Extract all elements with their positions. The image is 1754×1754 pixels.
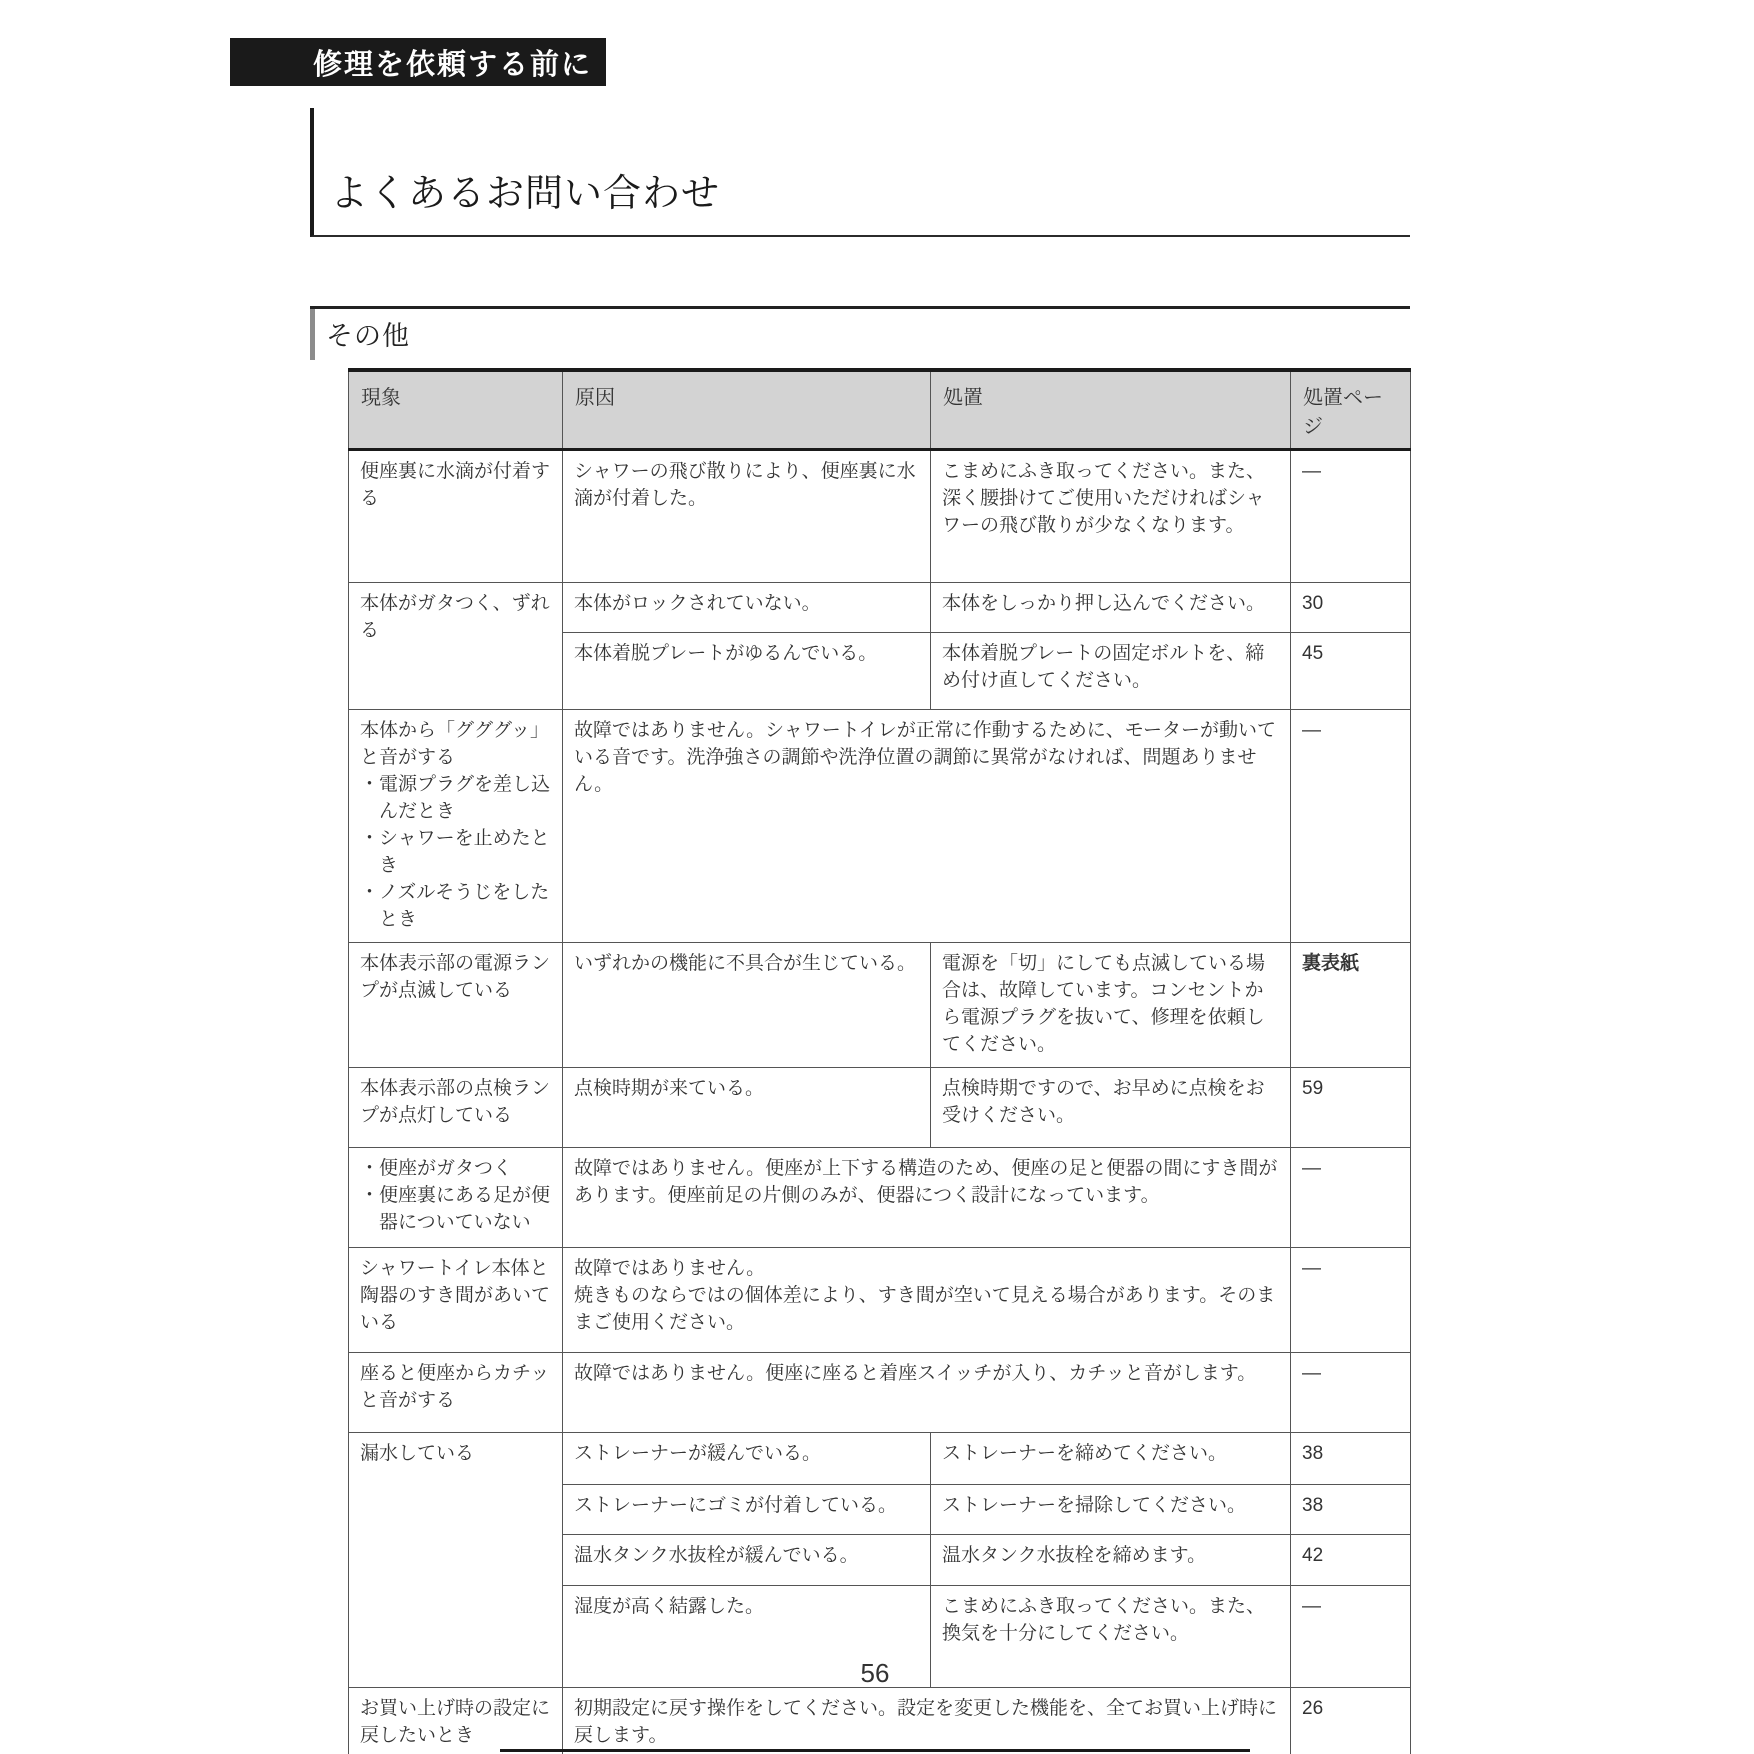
page-number: 56 xyxy=(860,1658,890,1688)
cause-cell: 温水タンク水抜栓が緩んでいる。 xyxy=(563,1534,931,1585)
phenomenon-text: ・便座裏にある足が便器についていない xyxy=(360,1184,551,1233)
explanation-cell xyxy=(563,710,1291,943)
section-header xyxy=(310,306,1410,360)
phenomenon-text: 座ると便座からカチッと音がする xyxy=(360,1362,550,1411)
page-ref-cell: — xyxy=(1291,1352,1411,1432)
action-cell: 本体をしっかり押し込んでください。 xyxy=(931,583,1291,633)
table-row xyxy=(349,1352,1411,1432)
page-ref-cell: — xyxy=(1291,1585,1411,1687)
page-ref-cell: 38 xyxy=(1291,1432,1411,1484)
cause-cell: 本体着脱プレートがゆるんでいる。 xyxy=(563,633,931,710)
phenomenon-cell xyxy=(349,1247,563,1352)
phenomenon-text: 本体表示部の電源ランプが点滅している xyxy=(360,952,551,1001)
table-row xyxy=(349,942,1411,1067)
chapter-banner-label: 修理を依頼する前に xyxy=(312,48,592,81)
explanation-text: 故障ではありません。 xyxy=(574,1257,766,1279)
column-header-cause: 原因 xyxy=(563,370,931,450)
phenomenon-text: ・ノズルそうじをしたとき xyxy=(360,881,550,930)
page-ref-cell: — xyxy=(1291,710,1411,943)
explanation-text: 故障ではありません。便座が上下する構造のため、便座の足と便器の間にすき間があります。便座前足の片側のみが、便器につく設計になっています。 xyxy=(574,1157,1278,1206)
cause-cell: 本体がロックされていない。 xyxy=(563,583,931,633)
phenomenon-cell xyxy=(349,710,563,943)
action-cell: 点検時期ですので、お早めに点検をお受けください。 xyxy=(931,1067,1291,1147)
table-row xyxy=(349,1687,1411,1754)
table-row xyxy=(349,1147,1411,1247)
table-row xyxy=(349,1247,1411,1352)
table-header-row xyxy=(349,370,1411,450)
page-title-block xyxy=(310,108,1410,237)
page-ref-cell: 裏表紙 xyxy=(1291,942,1411,1067)
explanation-cell xyxy=(563,1687,1291,1754)
chapter-banner xyxy=(230,38,606,86)
page-ref-cell: — xyxy=(1291,1147,1411,1247)
phenomenon-text: ・電源プラグを差し込んだとき xyxy=(360,773,551,822)
table-row xyxy=(349,1067,1411,1147)
section-title: その他 xyxy=(310,309,410,360)
cause-cell: 点検時期が来ている。 xyxy=(563,1067,931,1147)
action-cell: 本体着脱プレートの固定ボルトを、締め付け直してください。 xyxy=(931,633,1291,710)
explanation-text: 故障ではありません。便座に座ると着座スイッチが入り、カチッと音がします。 xyxy=(574,1362,1257,1384)
page-ref-cell: 45 xyxy=(1291,633,1411,710)
action-cell: 温水タンク水抜栓を締めます。 xyxy=(931,1534,1291,1585)
cause-cell: 湿度が高く結露した。 xyxy=(563,1585,931,1687)
action-cell: ストレーナーを掃除してください。 xyxy=(931,1484,1291,1534)
phenomenon-text: お買い上げ時の設定に戻したいとき xyxy=(360,1697,551,1746)
cause-cell: ストレーナーが緩んでいる。 xyxy=(563,1432,931,1484)
explanation-cell xyxy=(563,1247,1291,1352)
faq-table xyxy=(348,368,1411,1754)
table-row xyxy=(349,450,1411,583)
page-ref-cell: 42 xyxy=(1291,1534,1411,1585)
phenomenon-text: ・便座がガタつく xyxy=(360,1157,513,1179)
explanation-cell xyxy=(563,1352,1291,1432)
explanation-text: 故障ではありません。シャワートイレが正常に作動するために、モーターが動いている音です。洗浄強さの調節や洗浄位置の調節に異常がなければ、問題ありません。 xyxy=(574,720,1277,795)
phenomenon-text: ・シャワーを止めたとき xyxy=(360,827,550,876)
action-cell: こまめにふき取ってください。また、換気を十分にしてください。 xyxy=(931,1585,1291,1687)
cause-cell: いずれかの機能に不具合が生じている。 xyxy=(563,942,931,1067)
column-header-action: 処置 xyxy=(931,370,1291,450)
phenomenon-text: 本体表示部の点検ランプが点灯している xyxy=(360,1077,551,1126)
phenomenon-text: 便座裏に水滴が付着する xyxy=(360,461,551,509)
table-row xyxy=(349,1432,1411,1484)
phenomenon-cell xyxy=(349,583,563,710)
phenomenon-text: 本体がガタつく、ずれる xyxy=(360,593,550,641)
phenomenon-text: シャワートイレ本体と陶器のすき間があいている xyxy=(360,1257,551,1333)
page-ref-cell: 38 xyxy=(1291,1484,1411,1534)
cause-cell: ストレーナーにゴミが付着している。 xyxy=(563,1484,931,1534)
explanation-cell xyxy=(563,1147,1291,1247)
page-title: よくあるお問い合わせ xyxy=(330,173,721,215)
phenomenon-cell xyxy=(349,1352,563,1432)
action-cell: こまめにふき取ってください。また、深く腰掛けてご使用いただければシャワーの飛び散りが少なくなります。 xyxy=(931,450,1291,583)
page-ref-cell: — xyxy=(1291,450,1411,583)
page-ref-cell: 59 xyxy=(1291,1067,1411,1147)
phenomenon-text: 漏水している xyxy=(360,1442,475,1464)
phenomenon-cell xyxy=(349,1687,563,1754)
phenomenon-cell xyxy=(349,1067,563,1147)
table-row xyxy=(349,583,1411,633)
action-cell: 電源を「切」にしても点滅している場合は、故障しています。コンセントから電源プラグを抜いて、修理を依頼してください。 xyxy=(931,942,1291,1067)
bottom-edge-line xyxy=(500,1749,1250,1752)
explanation-text: 初期設定に戻す操作をしてください。設定を変更した機能を、全てお買い上げ時に戻します。 xyxy=(574,1697,1278,1746)
table-row xyxy=(349,710,1411,943)
phenomenon-text: 本体から「グググッ」と音がする xyxy=(360,720,550,768)
phenomenon-cell xyxy=(349,450,563,583)
page-ref-cell: 26 xyxy=(1291,1687,1411,1754)
cause-cell: シャワーの飛び散りにより、便座裏に水滴が付着した。 xyxy=(563,450,931,583)
page-ref-cell: — xyxy=(1291,1247,1411,1352)
phenomenon-cell xyxy=(349,1432,563,1687)
phenomenon-cell xyxy=(349,942,563,1067)
action-cell: ストレーナーを締めてください。 xyxy=(931,1432,1291,1484)
column-header-page: 処置ページ xyxy=(1291,370,1411,450)
explanation-text: 焼きものならではの個体差により、すき間が空いて見える場合があります。そのままご使用ください。 xyxy=(574,1284,1276,1333)
column-header-phenomenon: 現象 xyxy=(349,370,563,450)
page-ref-cell: 30 xyxy=(1291,583,1411,633)
phenomenon-cell xyxy=(349,1147,563,1247)
